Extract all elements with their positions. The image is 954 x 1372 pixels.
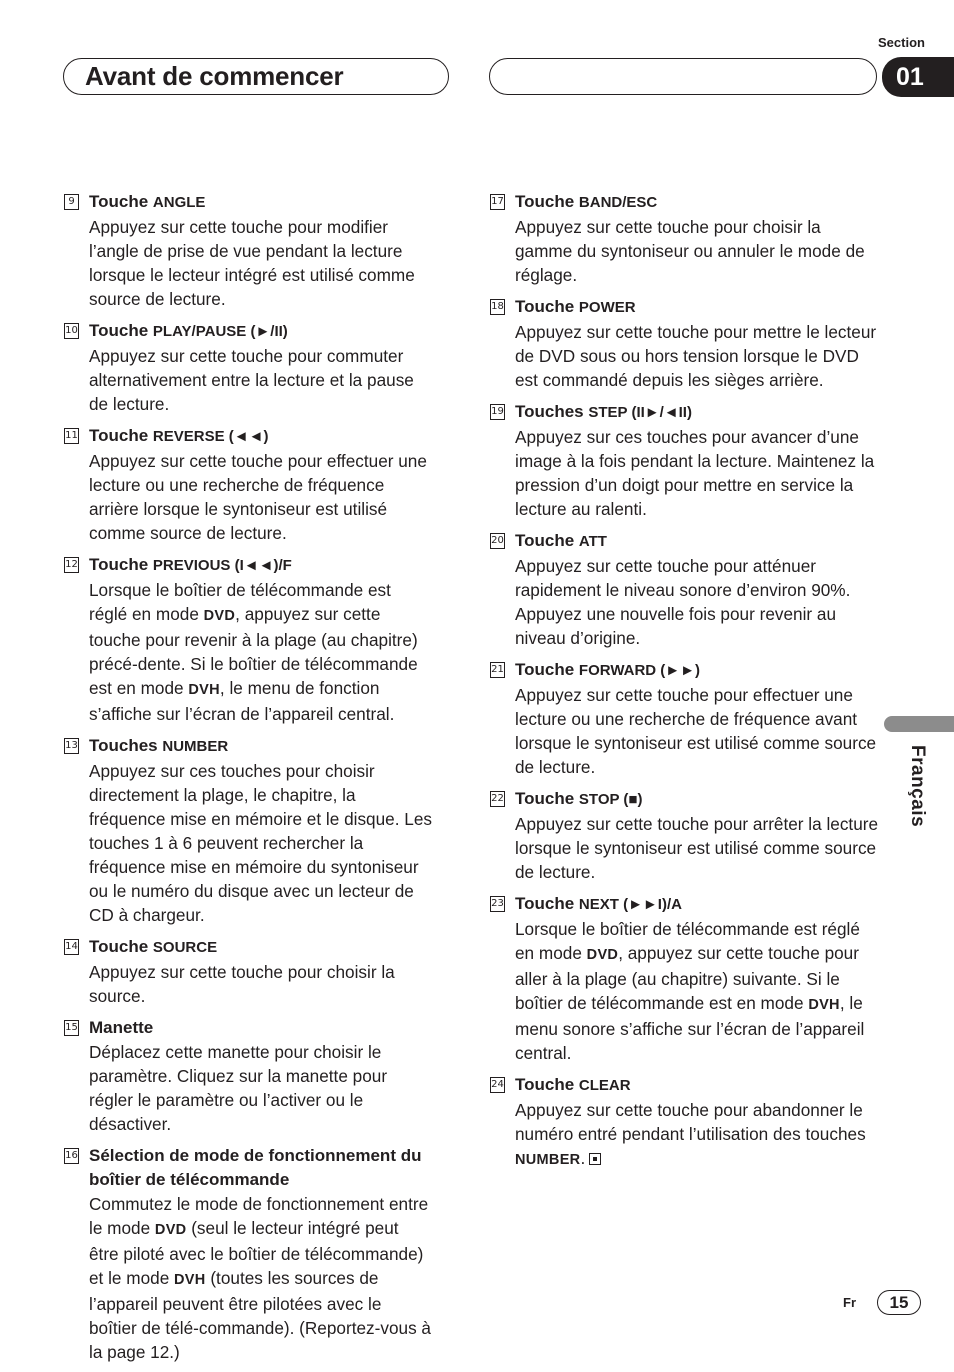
- item-description: Appuyez sur cette touche pour atténuer rapidement le niveau sonore d’environ 90%. Appuyez une nouvelle fois pour revenir au niveau d’origine.: [515, 556, 851, 648]
- control-description-item: [488, 190, 880, 287]
- item-description: [89, 578, 432, 726]
- item-number-box: 11: [64, 428, 79, 444]
- item-heading-key: FORWARD (►►): [578, 662, 700, 679]
- item-heading-prefix: Manette: [89, 1018, 154, 1037]
- control-description-item: [62, 935, 432, 1008]
- right-column: [488, 190, 880, 1180]
- description-text: Appuyez sur cette touche pour abandonner le numéro entré pendant l’utilisation des touches: [515, 1100, 866, 1144]
- item-heading: [89, 190, 432, 215]
- item-heading-prefix: Touche: [89, 321, 149, 340]
- item-heading: [89, 319, 432, 344]
- left-column: [62, 190, 432, 1372]
- inline-key-label: DVD: [154, 1222, 187, 1238]
- item-heading-key: ATT: [578, 533, 607, 550]
- language-label: Français: [907, 745, 928, 828]
- inline-key-label: DVH: [808, 997, 840, 1013]
- control-description-item: [62, 319, 432, 416]
- footer-lang-code: Fr: [843, 1295, 856, 1310]
- description-text: , le menu sonore s’affiche sur l’écran de l’appareil central.: [515, 993, 865, 1063]
- item-heading-key: BAND/ESC: [578, 194, 658, 211]
- item-number-box: 14: [64, 939, 79, 955]
- control-description-item: [488, 400, 880, 521]
- item-description: Appuyez sur cette touche pour modifier l’angle de prise de vue pendant la lecture lorsque le lecteur intégré est utilisé comme source de lecture.: [89, 217, 415, 309]
- item-heading: [515, 787, 880, 812]
- item-heading-key: NUMBER: [162, 738, 229, 755]
- item-heading: [89, 424, 432, 449]
- item-heading-key: STEP (II►/◄II): [588, 404, 692, 421]
- item-heading-prefix: Touche: [515, 789, 575, 808]
- item-number-box: 9: [64, 194, 79, 210]
- item-heading-prefix: Touche: [89, 426, 149, 445]
- control-description-item: [488, 787, 880, 884]
- header-blank-frame: [489, 58, 877, 95]
- page-number: 15: [877, 1290, 921, 1315]
- description-text: , le menu de fonction s’affiche sur l’écran de l’appareil central.: [89, 678, 395, 724]
- item-heading-key: NEXT (►►I)/A: [578, 896, 682, 913]
- item-number-box: 12: [64, 557, 79, 573]
- item-heading-key: REVERSE (◄◄): [152, 428, 269, 445]
- item-heading-prefix: Touche: [515, 894, 575, 913]
- item-heading: [89, 1016, 432, 1040]
- item-heading-key: PREVIOUS (I◄◄)/F: [152, 557, 292, 574]
- control-description-item: [62, 190, 432, 311]
- item-description: [515, 917, 880, 1065]
- item-heading: [515, 529, 880, 554]
- item-number-box: 10: [64, 323, 79, 339]
- item-number-box: 17: [490, 194, 505, 210]
- inline-key-label: NUMBER: [515, 1152, 581, 1168]
- item-heading-prefix: Touche: [515, 1075, 575, 1094]
- item-heading: [515, 190, 880, 215]
- item-description: Appuyez sur ces touches pour avancer d’une image à la fois pendant la lecture. Maintenez la pression d’un doigt pour mettre en service la lecture au ralenti.: [515, 427, 875, 519]
- item-heading-prefix: Touche: [89, 192, 149, 211]
- description-text: (toutes les sources de l’appareil peuvent être pilotées avec le boîtier de télé-commande). (Reportez-vous à la page 12.): [89, 1268, 431, 1362]
- control-description-item: [488, 892, 880, 1065]
- section-number-badge: 01: [882, 57, 954, 97]
- item-heading-key: ANGLE: [152, 194, 206, 211]
- item-description: [89, 1192, 432, 1364]
- item-heading: [89, 553, 432, 578]
- description-text: , appuyez sur cette touche pour aller à la plage (au chapitre) suivante. Si le boîtier de télécommande est en mode: [515, 943, 859, 1013]
- inline-key-label: DVH: [188, 682, 220, 698]
- control-description-item: [62, 1144, 432, 1364]
- description-text: Commutez le mode de fonctionnement entre le mode: [89, 1194, 429, 1238]
- item-number-box: 21: [490, 662, 505, 678]
- item-description: Appuyez sur cette touche pour effectuer une lecture ou une recherche de fréquence avant lorsque le syntoniseur est utilisé comme source de lecture.: [515, 685, 877, 777]
- item-description: Appuyez sur cette touche pour arrêter la lecture lorsque le syntoniseur est utilisé comme source de lecture.: [515, 814, 879, 882]
- item-heading: [515, 1073, 880, 1098]
- item-heading-key: PLAY/PAUSE (►/II): [152, 323, 288, 340]
- description-text: .: [580, 1148, 586, 1168]
- control-description-item: [62, 553, 432, 726]
- description-text: (seul le lecteur intégré peut être piloté avec le boîtier de télécommande) et le mode: [89, 1218, 424, 1288]
- inline-key-label: DVD: [203, 608, 236, 624]
- item-description: Déplacez cette manette pour choisir le paramètre. Cliquez sur la manette pour régler le paramètre ou l’activer ou le désactiver.: [89, 1042, 388, 1134]
- control-description-item: [62, 1016, 432, 1136]
- item-number-box: 24: [490, 1077, 505, 1093]
- item-heading-prefix: Touche: [515, 660, 575, 679]
- item-number-box: 18: [490, 299, 505, 315]
- item-number-box: 22: [490, 791, 505, 807]
- item-heading-key: STOP (■): [578, 791, 643, 808]
- control-description-item: [488, 295, 880, 392]
- control-description-item: [62, 734, 432, 927]
- item-description: Appuyez sur cette touche pour commuter alternativement entre la lecture et la pause de lecture.: [89, 346, 414, 414]
- item-number-box: 23: [490, 896, 505, 912]
- description-text: , appuyez sur cette touche pour revenir à la plage (au chapitre) précé-dente. Si le boîtier de télécommande est en mode: [89, 604, 418, 698]
- inline-key-label: DVH: [174, 1272, 206, 1288]
- item-heading-prefix: Touches: [89, 736, 158, 755]
- section-label: Section: [878, 35, 925, 50]
- item-heading: [89, 734, 432, 759]
- item-number-box: 13: [64, 738, 79, 754]
- item-number-box: 19: [490, 404, 505, 420]
- item-heading: [515, 658, 880, 683]
- description-text: Lorsque le boîtier de télécommande est réglé en mode: [515, 919, 860, 963]
- item-heading: [515, 892, 880, 917]
- control-description-item: [488, 529, 880, 650]
- item-heading-key: CLEAR: [578, 1077, 631, 1094]
- item-description: Appuyez sur cette touche pour choisir la source.: [89, 962, 395, 1006]
- item-heading-prefix: Touche: [515, 297, 575, 316]
- item-heading-key: SOURCE: [152, 939, 218, 956]
- item-number-box: 20: [490, 533, 505, 549]
- item-heading: [89, 935, 432, 960]
- end-of-section-icon: [589, 1153, 601, 1165]
- control-description-item: [488, 658, 880, 779]
- language-tab-marker: [884, 716, 954, 732]
- control-description-item: [488, 1073, 880, 1172]
- control-description-item: [62, 424, 432, 545]
- item-description: Appuyez sur cette touche pour mettre le lecteur de DVD sous ou hors tension lorsque le DVD est commandé depuis les sièges arrière.: [515, 322, 877, 390]
- item-heading-prefix: Touche: [89, 555, 149, 574]
- item-heading-prefix: Touche: [515, 192, 575, 211]
- item-heading-prefix: Sélection de mode de fonctionnement du boîtier de télécommande: [89, 1146, 422, 1189]
- item-heading: [515, 295, 880, 320]
- item-heading-prefix: Touche: [89, 937, 149, 956]
- item-heading: [89, 1144, 432, 1192]
- item-description: [515, 1098, 880, 1172]
- item-heading-prefix: Touches: [515, 402, 584, 421]
- item-number-box: 16: [64, 1148, 79, 1164]
- item-heading-prefix: Touche: [515, 531, 575, 550]
- item-heading-key: POWER: [578, 299, 636, 316]
- item-heading: [515, 400, 880, 425]
- description-text: Lorsque le boîtier de télécommande est réglé en mode: [89, 580, 391, 624]
- item-number-box: 15: [64, 1020, 79, 1036]
- page-title: Avant de commencer: [85, 61, 344, 91]
- item-description: Appuyez sur cette touche pour effectuer une lecture ou une recherche de fréquence arrière lorsque le syntoniseur est utilisé comme source de lecture.: [89, 451, 427, 543]
- item-description: Appuyez sur cette touche pour choisir la gamme du syntoniseur ou annuler le mode de réglage.: [515, 217, 865, 285]
- inline-key-label: DVD: [586, 947, 619, 963]
- item-description: Appuyez sur ces touches pour choisir directement la plage, le chapitre, la fréquence mise en mémoire et le disque. Les touches 1 à 6 peuvent rechercher la fréquence mise en mémoire du syntoniseur ou le numéro du disque avec un lecteur de CD à chargeur.: [89, 761, 432, 925]
